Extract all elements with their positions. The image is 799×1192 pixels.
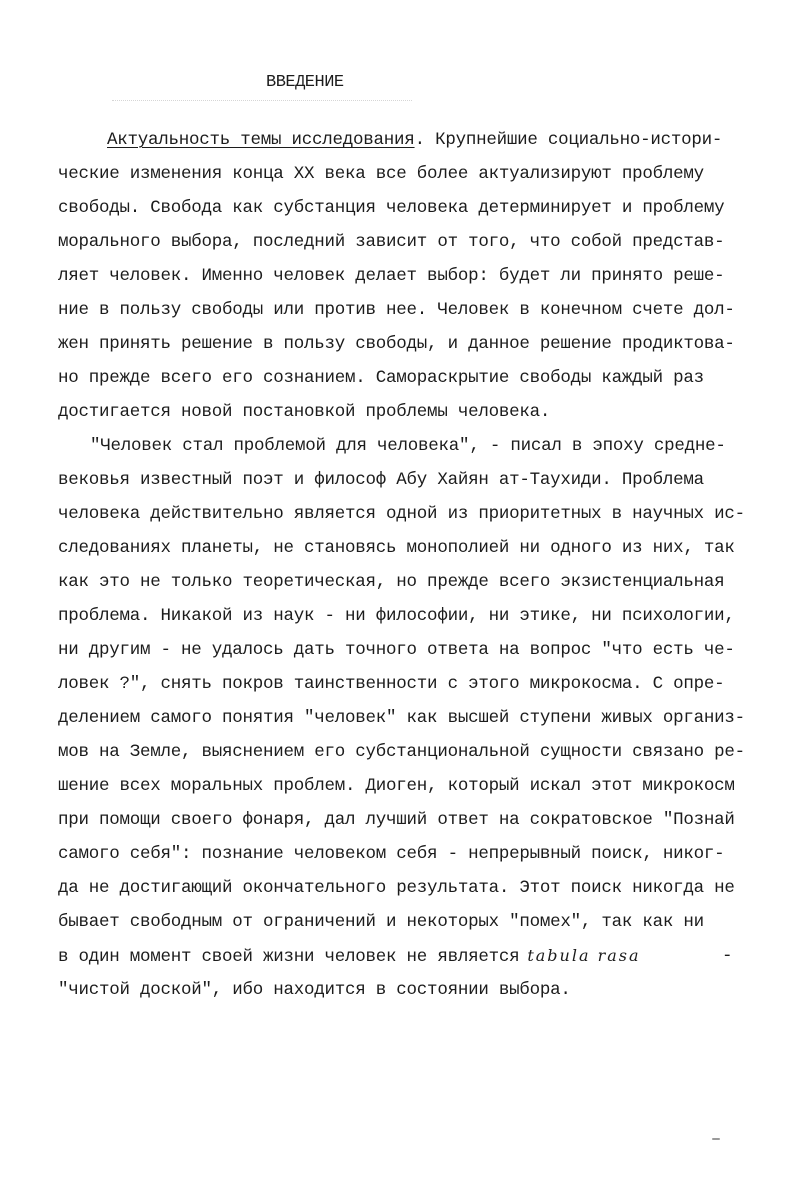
text-line: да не достигающий окончательного результата. Этот поиск никогда не	[58, 878, 735, 898]
text-line: ловек ?", снять покров таинственности с этого микрокосма. С опре-	[58, 674, 725, 694]
text-line: морального выбора, последний зависит от того, что собой представ-	[58, 232, 725, 252]
text-line: при помощи своего фонаря, дал лучший ответ на сократовское "Познай	[58, 810, 735, 830]
text-line: достигается новой постановкой проблемы человека.	[58, 402, 551, 422]
text-line: вековья известный поэт и философ Абу Хайян ат-Таухиди. Проблема	[58, 470, 704, 490]
text-line: "Человек стал проблемой для человека", - писал в эпоху средне-	[90, 436, 726, 456]
text-line: свободы. Свобода как субстанция человека детерминирует и проблему	[58, 198, 725, 218]
text-line: шение всех моральных проблем. Диоген, который искал этот микрокосм	[58, 776, 735, 796]
text-line: ляет человек. Именно человек делает выбор: будет ли принято реше-	[58, 266, 725, 286]
text-line: мов на Земле, выяснением его субстанциональной сущности связано ре-	[58, 742, 745, 762]
text-line: ние в пользу свободы или против нее. Человек в конечном счете дол-	[58, 300, 735, 320]
text-line: человека действительно является одной из приоритетных в научных ис-	[58, 504, 745, 524]
text-line: проблема. Никакой из наук - ни философии, ни этике, ни психологии,	[58, 606, 735, 626]
page-title: ВВЕДЕНИЕ	[266, 73, 344, 92]
text-line: следованиях планеты, не становясь монополией ни одного из них, так	[58, 538, 735, 558]
text-line	[58, 945, 649, 967]
text-line: как это не только теоретическая, но прежде всего экзистенциальная	[58, 572, 725, 592]
text-line-start: в один момент своей жизни человек не является	[58, 947, 520, 967]
text-line: бывает свободным от ограничений и некоторых "помех", так как ни	[58, 912, 704, 932]
text-line: ни другим - не удалось дать точного ответа на вопрос "что есть че-	[58, 640, 735, 660]
line-end-dash: -	[722, 946, 733, 966]
text-line: жен принять решение в пользу свободы, и данное решение продиктова-	[58, 334, 735, 354]
handwritten-phrase: tabula rasa	[527, 946, 641, 965]
text-line: самого себя": познание человеком себя - непрерывный поиск, никог-	[58, 844, 725, 864]
text-line	[107, 129, 757, 151]
text-line: но прежде всего его сознанием. Самораскрытие свободы каждый раз	[58, 368, 704, 388]
faint-dotted-rule	[112, 100, 412, 107]
scan-speck	[712, 1138, 720, 1140]
section-label: Актуальность темы исследования	[107, 130, 415, 150]
text-line-rest: . Крупнейшие социально-истори-	[414, 130, 723, 150]
text-line: ческие изменения конца XX века все более актуализируют проблему	[58, 164, 704, 184]
text-line: "чистой доской", ибо находится в состоянии выбора.	[58, 980, 571, 1000]
text-line: делением самого понятия "человек" как высшей ступени живых организ-	[58, 708, 745, 728]
